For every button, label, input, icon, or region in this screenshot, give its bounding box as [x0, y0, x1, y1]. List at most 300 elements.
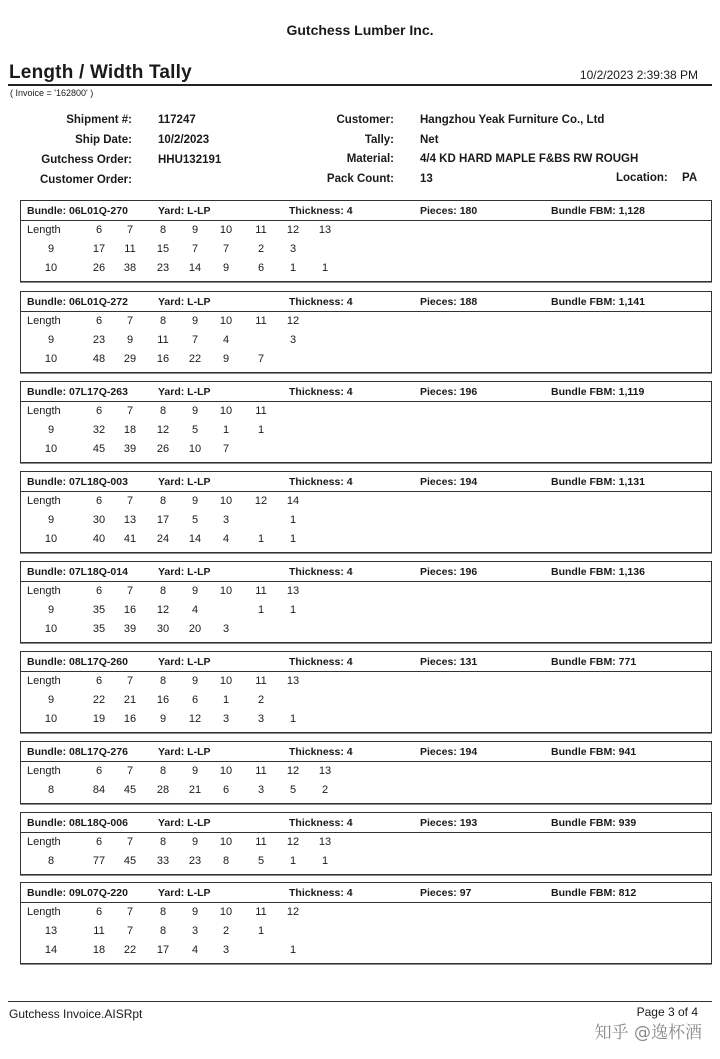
count-cell: 9 [222, 262, 230, 274]
bundle-thickness: Thickness: 4 [289, 205, 353, 217]
count-cell: 4 [191, 604, 199, 616]
count-cell: 7 [222, 443, 230, 455]
bundle-id: Bundle: 07L18Q-003 [27, 476, 128, 488]
bundle-header [21, 652, 711, 672]
gutchess-order-label: Gutchess Order: [41, 154, 132, 166]
length-value: 9 [191, 315, 199, 327]
count-cell: 16 [156, 694, 170, 706]
count-cell: 1 [289, 262, 297, 274]
width-value: 8 [47, 855, 55, 867]
tally-grid [21, 312, 711, 369]
bundle-block [20, 291, 712, 373]
count-cell: 9 [159, 713, 167, 725]
length-value: 12 [286, 315, 300, 327]
width-value: 9 [47, 334, 55, 346]
length-value: 12 [286, 765, 300, 777]
shipment-number-label: Shipment #: [66, 114, 132, 126]
count-cell: 39 [123, 443, 137, 455]
report-timestamp: 10/2/2023 2:39:38 PM [579, 68, 698, 82]
length-value: 9 [191, 906, 199, 918]
tally-value: Net [420, 134, 439, 146]
length-value: 6 [95, 405, 103, 417]
count-cell: 1 [222, 424, 230, 436]
length-value: 9 [191, 405, 199, 417]
count-cell: 32 [92, 424, 106, 436]
length-value: 9 [191, 224, 199, 236]
report-filename: Gutchess Invoice.AISRpt [9, 1007, 143, 1021]
width-value: 10 [44, 262, 58, 274]
length-value: 9 [191, 495, 199, 507]
width-value: 10 [44, 443, 58, 455]
length-value: 12 [286, 836, 300, 848]
bundle-pieces: Pieces: 131 [420, 656, 478, 668]
count-cell: 1 [289, 604, 297, 616]
bundle-fbm: Bundle FBM: 812 [551, 887, 637, 899]
count-cell: 3 [222, 713, 230, 725]
count-cell: 24 [156, 533, 170, 545]
count-cell: 14 [188, 262, 202, 274]
count-cell: 7 [191, 334, 199, 346]
length-value: 7 [126, 315, 134, 327]
count-cell: 11 [124, 243, 136, 255]
count-cell: 3 [191, 925, 199, 937]
count-cell: 12 [156, 424, 170, 436]
width-row [21, 240, 711, 259]
count-cell: 16 [156, 353, 170, 365]
width-value: 10 [44, 533, 58, 545]
count-cell: 23 [188, 855, 202, 867]
width-row [21, 781, 711, 800]
width-value: 9 [47, 424, 55, 436]
watermark: 知乎 @逸杯酒 [594, 1023, 702, 1043]
bundle-id: Bundle: 08L17Q-260 [27, 656, 128, 668]
length-value: 11 [255, 315, 267, 327]
length-value: 8 [159, 315, 167, 327]
bundle-yard: Yard: L-LP [158, 386, 211, 398]
tally-grid [21, 833, 711, 871]
bundle-fbm: Bundle FBM: 1,119 [551, 386, 645, 398]
customer-label: Customer: [336, 114, 394, 126]
width-row [21, 259, 711, 278]
bundle-id: Bundle: 07L18Q-014 [27, 566, 128, 578]
bundle-header [21, 742, 711, 762]
width-value: 10 [44, 353, 58, 365]
length-value: 13 [318, 765, 332, 777]
length-value: 13 [318, 224, 332, 236]
length-value: 9 [191, 675, 199, 687]
count-cell: 6 [257, 262, 265, 274]
bundle-id: Bundle: 08L18Q-006 [27, 817, 128, 829]
header-rule [8, 84, 712, 86]
width-value: 8 [47, 784, 55, 796]
count-cell: 40 [92, 533, 106, 545]
length-value: 11 [255, 675, 267, 687]
report-title: Length / Width Tally [9, 62, 192, 83]
count-cell: 5 [257, 855, 265, 867]
length-value: 9 [191, 585, 199, 597]
length-value: 7 [126, 675, 134, 687]
length-value: 8 [159, 836, 167, 848]
length-label: Length [27, 836, 61, 848]
width-row [21, 691, 711, 710]
length-label: Length [27, 405, 61, 417]
count-cell: 3 [222, 514, 230, 526]
ship-date-label: Ship Date: [75, 134, 132, 146]
count-cell: 1 [289, 533, 297, 545]
bundle-thickness: Thickness: 4 [289, 887, 353, 899]
bundle-thickness: Thickness: 4 [289, 386, 353, 398]
length-label: Length [27, 765, 61, 777]
length-value: 9 [191, 765, 199, 777]
width-row [21, 530, 711, 549]
bundle-block [20, 741, 712, 804]
bundle-fbm: Bundle FBM: 941 [551, 746, 637, 758]
length-value: 7 [126, 765, 134, 777]
width-row [21, 511, 711, 530]
count-cell: 15 [156, 243, 170, 255]
count-cell: 4 [222, 334, 230, 346]
count-cell: 5 [191, 424, 199, 436]
count-cell: 26 [156, 443, 170, 455]
count-cell: 18 [92, 944, 106, 956]
material-label: Material: [346, 153, 394, 165]
count-cell: 12 [188, 713, 202, 725]
bundle-pieces: Pieces: 180 [420, 205, 478, 217]
tally-grid [21, 582, 711, 639]
length-row [21, 312, 711, 331]
bundle-fbm: Bundle FBM: 939 [551, 817, 637, 829]
bundle-yard: Yard: L-LP [158, 476, 211, 488]
length-label: Length [27, 224, 61, 236]
length-value: 13 [286, 585, 300, 597]
width-row [21, 440, 711, 459]
tally-grid [21, 402, 711, 459]
ship-date-value: 10/2/2023 [158, 134, 210, 146]
count-cell: 41 [123, 533, 137, 545]
count-cell: 28 [156, 784, 170, 796]
width-value: 13 [44, 925, 58, 937]
width-row [21, 350, 711, 369]
count-cell: 3 [257, 713, 265, 725]
length-value: 6 [95, 836, 103, 848]
length-value: 12 [286, 224, 300, 236]
bundle-thickness: Thickness: 4 [289, 746, 353, 758]
bundle-id: Bundle: 06L01Q-270 [27, 205, 128, 217]
bundle-block [20, 812, 712, 875]
length-value: 7 [126, 405, 134, 417]
count-cell: 3 [222, 944, 230, 956]
width-row [21, 852, 711, 871]
count-cell: 7 [222, 243, 230, 255]
count-cell: 22 [188, 353, 202, 365]
width-row [21, 601, 711, 620]
bundle-block [20, 200, 712, 282]
length-value: 11 [255, 224, 267, 236]
length-value: 10 [219, 836, 233, 848]
bundle-thickness: Thickness: 4 [289, 476, 353, 488]
length-value: 6 [95, 495, 103, 507]
count-cell: 23 [156, 262, 170, 274]
bundle-thickness: Thickness: 4 [289, 566, 353, 578]
bundle-thickness: Thickness: 4 [289, 817, 353, 829]
tally-label: Tally: [364, 134, 394, 146]
width-row [21, 710, 711, 729]
bundle-pieces: Pieces: 97 [420, 887, 472, 899]
bundle-id: Bundle: 08L17Q-276 [27, 746, 128, 758]
bundle-yard: Yard: L-LP [158, 887, 211, 899]
length-value: 7 [126, 906, 134, 918]
count-cell: 9 [222, 353, 230, 365]
length-value: 13 [286, 675, 300, 687]
bundle-pieces: Pieces: 188 [420, 296, 478, 308]
customer-order-label: Customer Order: [39, 174, 132, 186]
length-row [21, 221, 711, 240]
length-value: 7 [126, 836, 134, 848]
count-cell: 14 [188, 533, 202, 545]
length-value: 10 [219, 906, 233, 918]
length-value: 6 [95, 224, 103, 236]
bundle-thickness: Thickness: 4 [289, 296, 353, 308]
length-value: 10 [219, 765, 233, 777]
length-value: 8 [159, 224, 167, 236]
count-cell: 20 [188, 623, 202, 635]
bundle-pieces: Pieces: 196 [420, 566, 478, 578]
gutchess-order-value: HHU132191 [158, 154, 222, 166]
count-cell: 33 [156, 855, 170, 867]
count-cell: 7 [191, 243, 199, 255]
count-cell: 19 [92, 713, 106, 725]
width-value: 9 [47, 514, 55, 526]
location-label: Location: [616, 172, 668, 184]
count-cell: 45 [123, 784, 137, 796]
count-cell: 17 [92, 243, 106, 255]
count-cell: 8 [159, 925, 167, 937]
length-value: 7 [126, 224, 134, 236]
tally-grid [21, 492, 711, 549]
length-row [21, 833, 711, 852]
count-cell: 1 [321, 855, 329, 867]
length-value: 8 [159, 906, 167, 918]
count-cell: 17 [156, 944, 170, 956]
company-name: Gutchess Lumber Inc. [286, 22, 434, 38]
length-value: 6 [95, 315, 103, 327]
bundle-pieces: Pieces: 194 [420, 746, 478, 758]
tally-grid [21, 221, 711, 278]
count-cell: 2 [321, 784, 329, 796]
length-value: 6 [95, 585, 103, 597]
count-cell: 2 [257, 694, 265, 706]
count-cell: 26 [92, 262, 106, 274]
material-value: 4/4 KD HARD MAPLE F&BS RW ROUGH [420, 153, 639, 165]
width-value: 10 [44, 623, 58, 635]
count-cell: 6 [222, 784, 230, 796]
count-cell: 13 [123, 514, 137, 526]
count-cell: 1 [289, 855, 297, 867]
tally-grid [21, 762, 711, 800]
width-value: 10 [44, 713, 58, 725]
count-cell: 30 [92, 514, 106, 526]
length-row [21, 762, 711, 781]
length-value: 8 [159, 405, 167, 417]
bundle-id: Bundle: 07L17Q-263 [27, 386, 128, 398]
bundle-block [20, 651, 712, 733]
length-value: 7 [126, 585, 134, 597]
count-cell: 11 [93, 925, 105, 937]
count-cell: 1 [257, 925, 265, 937]
bundle-fbm: Bundle FBM: 1,136 [551, 566, 645, 578]
length-value: 8 [159, 675, 167, 687]
length-row [21, 672, 711, 691]
count-cell: 1 [222, 694, 230, 706]
bundle-pieces: Pieces: 194 [420, 476, 478, 488]
count-cell: 35 [92, 604, 106, 616]
count-cell: 22 [92, 694, 106, 706]
length-label: Length [27, 585, 61, 597]
bundle-header [21, 472, 711, 492]
length-value: 11 [255, 906, 267, 918]
width-value: 9 [47, 694, 55, 706]
bundle-block [20, 471, 712, 553]
count-cell: 45 [92, 443, 106, 455]
length-row [21, 903, 711, 922]
length-row [21, 492, 711, 511]
length-label: Length [27, 315, 61, 327]
width-value: 14 [44, 944, 58, 956]
bundle-yard: Yard: L-LP [158, 656, 211, 668]
bundle-header [21, 292, 711, 312]
bundle-fbm: Bundle FBM: 771 [551, 656, 637, 668]
count-cell: 10 [188, 443, 202, 455]
pack-count-value: 13 [420, 173, 433, 185]
count-cell: 23 [92, 334, 106, 346]
bundle-header [21, 562, 711, 582]
count-cell: 1 [257, 533, 265, 545]
shipment-number-value: 117247 [158, 114, 196, 126]
count-cell: 22 [123, 944, 137, 956]
count-cell: 1 [321, 262, 329, 274]
width-row [21, 331, 711, 350]
bundle-yard: Yard: L-LP [158, 296, 211, 308]
count-cell: 7 [126, 925, 134, 937]
count-cell: 7 [257, 353, 265, 365]
bundle-fbm: Bundle FBM: 1,131 [551, 476, 645, 488]
count-cell: 35 [92, 623, 106, 635]
count-cell: 18 [123, 424, 137, 436]
bundle-thickness: Thickness: 4 [289, 656, 353, 668]
invoice-filter: ( Invoice = '162800' ) [10, 88, 94, 98]
length-value: 14 [286, 495, 300, 507]
bundle-fbm: Bundle FBM: 1,141 [551, 296, 645, 308]
length-value: 10 [219, 315, 233, 327]
bundle-yard: Yard: L-LP [158, 817, 211, 829]
tally-grid [21, 672, 711, 729]
length-value: 11 [255, 585, 267, 597]
page-number: Page 3 of 4 [636, 1005, 698, 1019]
count-cell: 4 [222, 533, 230, 545]
count-cell: 11 [157, 334, 169, 346]
bundle-pieces: Pieces: 193 [420, 817, 478, 829]
count-cell: 2 [222, 925, 230, 937]
length-value: 7 [126, 495, 134, 507]
width-row [21, 922, 711, 941]
bundle-id: Bundle: 09L07Q-220 [27, 887, 128, 899]
count-cell: 3 [222, 623, 230, 635]
count-cell: 45 [123, 855, 137, 867]
count-cell: 48 [92, 353, 106, 365]
count-cell: 21 [123, 694, 137, 706]
length-value: 6 [95, 906, 103, 918]
length-value: 13 [318, 836, 332, 848]
count-cell: 1 [257, 424, 265, 436]
length-value: 10 [219, 405, 233, 417]
count-cell: 12 [156, 604, 170, 616]
count-cell: 21 [188, 784, 202, 796]
width-value: 9 [47, 243, 55, 255]
bundle-yard: Yard: L-LP [158, 746, 211, 758]
width-row [21, 620, 711, 639]
bundle-pieces: Pieces: 196 [420, 386, 478, 398]
count-cell: 30 [156, 623, 170, 635]
bundle-header [21, 813, 711, 833]
count-cell: 1 [257, 604, 265, 616]
customer-value: Hangzhou Yeak Furniture Co., Ltd [420, 114, 605, 126]
location-value: PA [682, 172, 698, 184]
pack-count-label: Pack Count: [326, 173, 394, 185]
count-cell: 29 [123, 353, 137, 365]
count-cell: 5 [191, 514, 199, 526]
bundle-block [20, 882, 712, 964]
length-value: 8 [159, 495, 167, 507]
count-cell: 6 [191, 694, 199, 706]
bundle-header [21, 382, 711, 402]
length-value: 12 [286, 906, 300, 918]
count-cell: 2 [257, 243, 265, 255]
bundle-block [20, 561, 712, 643]
width-row [21, 421, 711, 440]
footer-rule [8, 1001, 712, 1002]
count-cell: 17 [156, 514, 170, 526]
length-value: 12 [254, 495, 268, 507]
bundle-block [20, 381, 712, 463]
count-cell: 4 [191, 944, 199, 956]
count-cell: 3 [289, 243, 297, 255]
count-cell: 1 [289, 713, 297, 725]
length-value: 9 [191, 836, 199, 848]
length-value: 11 [255, 405, 267, 417]
count-cell: 1 [289, 944, 297, 956]
bundle-id: Bundle: 06L01Q-272 [27, 296, 128, 308]
bundle-fbm: Bundle FBM: 1,128 [551, 205, 645, 217]
length-value: 10 [219, 675, 233, 687]
length-label: Length [27, 675, 61, 687]
count-cell: 3 [289, 334, 297, 346]
bundle-header [21, 883, 711, 903]
length-value: 10 [219, 495, 233, 507]
bundle-yard: Yard: L-LP [158, 566, 211, 578]
count-cell: 16 [123, 713, 137, 725]
length-value: 8 [159, 765, 167, 777]
bundle-yard: Yard: L-LP [158, 205, 211, 217]
width-row [21, 941, 711, 960]
tally-grid [21, 903, 711, 960]
length-value: 10 [219, 224, 233, 236]
count-cell: 77 [92, 855, 106, 867]
bundle-header [21, 201, 711, 221]
count-cell: 39 [123, 623, 137, 635]
count-cell: 16 [123, 604, 137, 616]
length-value: 8 [159, 585, 167, 597]
width-value: 9 [47, 604, 55, 616]
